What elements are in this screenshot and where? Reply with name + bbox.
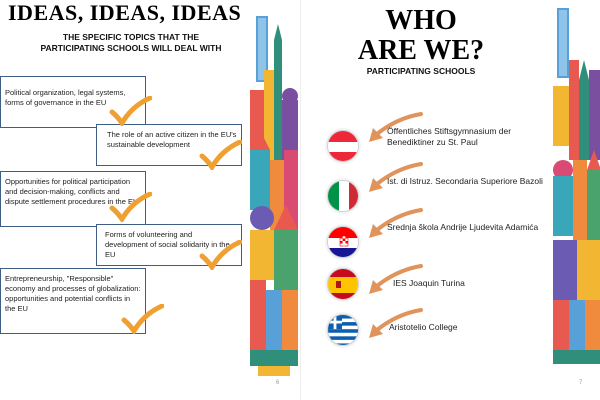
topic-box-1: Political organization, legal systems, forms of governance in the EU [0,76,146,128]
topic-box-3: Opportunities for political participation and decision-making, conflicts and dispute settlement procedures in the EU [0,171,146,227]
city-skyline-illustration [250,0,298,400]
school-item [301,222,551,266]
page-subtitle [0,32,262,54]
spain-flag-icon [327,268,359,300]
section-subtitle: PARTICIPATING SCHOOLS [366,66,476,76]
page-number: 6 [276,380,280,386]
title-line-1: WHO [385,5,457,36]
checkmark-icon [108,96,152,126]
school-name: Öffentliches Stiftsgymnasium der Benediktiner zu St. Paul [387,126,512,147]
italy-flag-icon [327,180,359,212]
page-title: IDEAS, IDEAS, IDEAS [8,0,242,25]
section-title [301,6,541,66]
topic-box-2: The role of an active citizen in the EU's sustainable development [96,124,242,166]
topic-box-5: Entrepreneurship, "Responsible" economy and processes of globalization: opportunities and potential conflicts in the EU [0,268,146,334]
page-right [300,0,600,400]
school-name: IES Joaquin Turina [393,278,465,288]
subtitle-line-1: THE SPECIFIC TOPICS THAT THE [62,32,200,42]
austria-flag-icon [327,130,359,162]
page-number: 7 [579,380,583,386]
school-item [301,126,551,170]
school-item [301,322,551,366]
school-name: Ist. di Istruz. Secondaria Superiore Bazoli [387,176,543,186]
school-item [301,176,551,220]
checkmark-icon [120,304,164,334]
city-skyline-illustration [553,0,600,400]
greece-flag-icon [327,314,359,346]
topic-box-4: Forms of volunteering and development of social solidarity in the EU [96,224,242,266]
school-name: Srednja škola Andrije Ljudevita Adamića [387,222,539,232]
checkmark-icon [108,192,152,222]
title-line-2: ARE WE? [357,35,485,66]
croatia-flag-icon [327,226,359,258]
school-name: Aristotelio College [389,322,458,332]
checkmark-icon [198,140,242,170]
subtitle-line-2: PARTICIPATING SCHOOLS WILL DEAL WITH [40,43,222,53]
checkmark-icon [198,240,242,270]
